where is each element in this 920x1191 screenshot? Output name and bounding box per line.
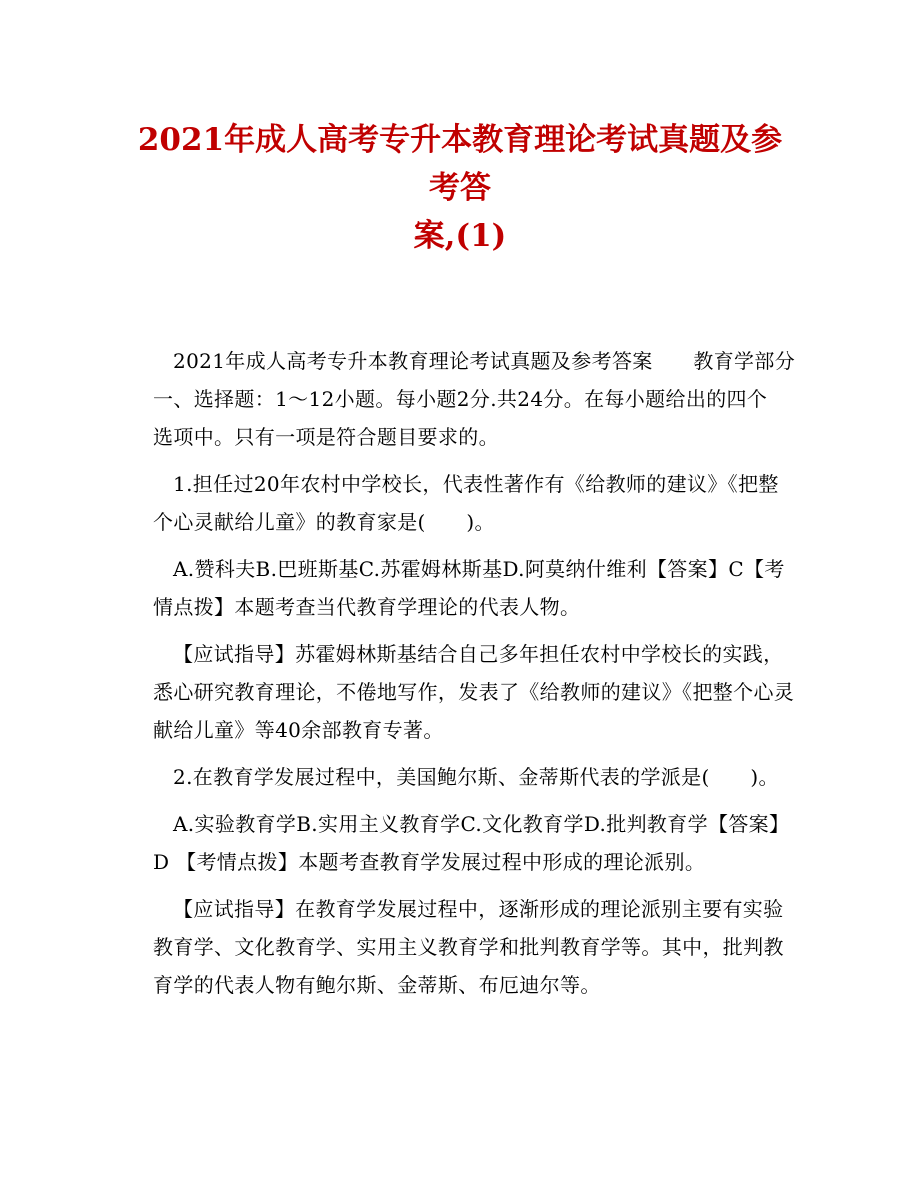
text-line: 献给儿童》等40余部教育专著。: [153, 718, 444, 742]
paragraph-guide-1: [133, 635, 795, 749]
text-line: 2021年成人高考专升本教育理论考试真题及参考答案 教育学部分: [173, 349, 796, 373]
paragraph-question-1: [133, 465, 791, 541]
document-body: [133, 342, 796, 1004]
title-line-1: 2021年成人高考专升本教育理论考试真题及参考答: [137, 122, 783, 206]
text-line: 选项中。只有一项是符合题目要求的。: [153, 425, 499, 449]
text-line: A.赞科夫B.巴班斯基C.苏霍姆林斯基D.阿莫纳什维利【答案】C【考: [173, 557, 785, 581]
text-line: 教育学、文化教育学、实用主义教育学和批判教育学等。其中，批判教: [153, 935, 784, 959]
paragraph-options-2: [133, 805, 791, 881]
text-line: 个心灵献给儿童》的教育家是( )。: [153, 510, 495, 534]
text-line: 情点拨】本题考查当代教育学理论的代表人物。: [153, 595, 581, 619]
text-line: 【应试指导】苏霍姆林斯基结合自己多年担任农村中学校长的实践，: [173, 642, 784, 666]
text-line: 【应试指导】在教育学发展过程中，逐渐形成的理论派别主要有实验: [173, 897, 784, 921]
title-line-2: 案,(1): [413, 218, 507, 254]
paragraph-guide-2: [133, 890, 791, 1004]
document-title: [130, 116, 790, 260]
text-line: A.实验教育学B.实用主义教育学C.文化教育学D.批判教育学【答案】: [173, 812, 790, 836]
text-line: 育学的代表人物有鲍尔斯、金蒂斯、布厄迪尔等。: [153, 973, 601, 997]
paragraph-options-1: [133, 550, 791, 626]
text-line: D 【考情点拨】本题考查教育学发展过程中形成的理论派别。: [153, 850, 706, 874]
paragraph-intro: [133, 342, 796, 456]
text-line: 悉心研究教育理论，不倦地写作，发表了《给教师的建议》《把整个心灵: [153, 680, 795, 704]
text-line: 1.担任过20年农村中学校长，代表性著作有《给教师的建议》《把整: [173, 472, 779, 496]
text-line: 2.在教育学发展过程中，美国鲍尔斯、金蒂斯代表的学派是( )。: [173, 765, 779, 789]
text-line: 一、选择题：1～12小题。每小题2分.共24分。在每小题给出的四个: [153, 387, 768, 411]
paragraph-question-2: [133, 758, 791, 796]
